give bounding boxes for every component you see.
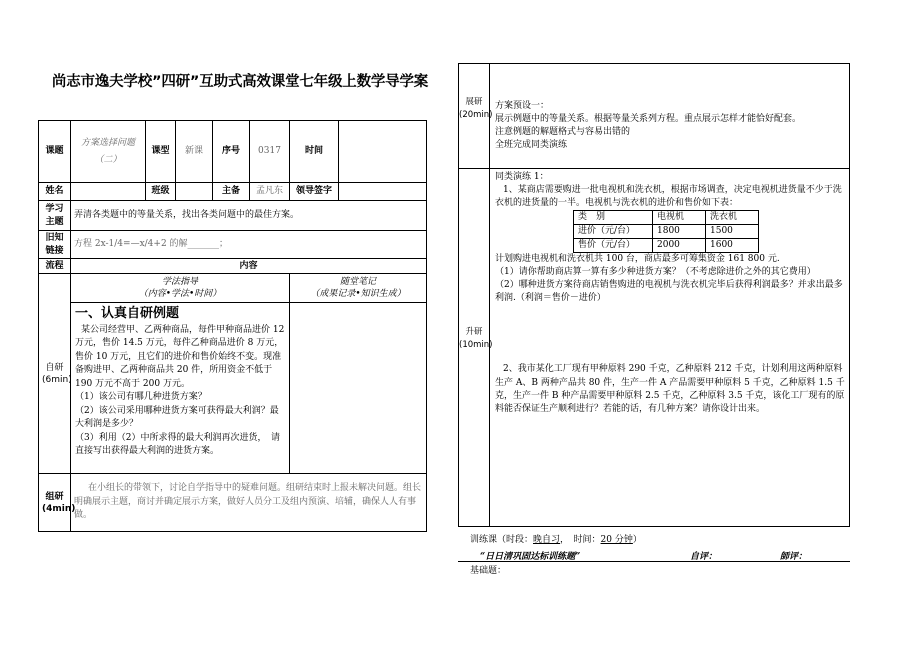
upgrade-name: 升研 <box>465 327 483 337</box>
exercise-1-q2: （2）哪种进货方案待商店销售购进的电视机与洗衣机完毕后获得利润最多？并求出最多利润.（利润＝售价－进价） <box>495 280 843 304</box>
self-eval-label: 自评： <box>690 552 718 562</box>
price-header-category: 类 别 <box>574 211 653 225</box>
notes-sub: （成果记录•知识生成） <box>310 289 406 300</box>
process-row <box>39 259 427 274</box>
price-cell: 2000 <box>653 239 706 253</box>
train-time: 20 分钟 <box>600 535 633 545</box>
self-study-time: (6min) <box>42 374 72 385</box>
group-study-text: 在小组长的带领下，讨论自学指导中的疑难问题。组研结束时上报未解决问题。组长明确展示主题，商讨并确定展示方案，做好人员分工及组内预演、培辅，确保人人有事做。 <box>71 474 427 532</box>
self-study-content <box>71 303 289 460</box>
class-value <box>176 183 213 201</box>
seq-value: 0317 <box>250 121 290 183</box>
type-label: 课型 <box>146 121 176 183</box>
question-1: （1）该公司有哪几种进货方案？ <box>75 392 207 403</box>
notes-title: 随堂笔记 <box>339 277 376 288</box>
show-line-2: 展示例题中的等量关系。根据等量关系列方程。重点展示怎样才能恰好配套。 <box>495 114 802 125</box>
price-header-washer: 洗衣机 <box>706 211 759 225</box>
price-table-row <box>574 239 759 253</box>
self-study-paragraph: 某公司经营甲、乙两种商品，每件甲种商品进价 12 万元，售价 14.5 万元，每件乙种商品进价 8 万元，售价 10 万元，且它们的进价和售价始终不变。现准备购进甲、乙两种商品共 20 件，所用资金不低于 190 万元不高于 200 万元。 <box>75 324 285 389</box>
self-study-heading: 一、认真自研例题 <box>75 306 180 322</box>
exercise-2: 2、我市某化工厂现有甲种原料 290 千克，乙种原料 212 千克，计划利用这两种原料生产 A、B 两种产品共 80 件，生产一件 A 产品需要甲种原料 5 千克，乙种原料 1.5 千克，生产一件 B 种产品需要甲种原料 2.5 千克，乙种原料 3.5 千克，该化工厂现有的原料能否保证生产顺利进行？若能的话，有几种方案？请你设计出来。 <box>495 364 845 414</box>
content-label: 内容 <box>71 259 427 274</box>
show-label <box>459 96 493 122</box>
price-cell: 进价（元/台） <box>574 225 653 239</box>
topic-value-line2: （二） <box>94 154 122 165</box>
show-divider <box>459 168 849 169</box>
document-title: 尚志市逸夫学校”四研”互助式高效课堂七年级上数学导学案 <box>51 74 429 90</box>
process-label: 流程 <box>39 259 71 274</box>
time-label: 时间 <box>290 121 339 183</box>
show-line-4: 全班完成同类演练 <box>495 140 568 151</box>
show-time: (20min) <box>459 109 493 120</box>
show-name: 展研 <box>465 97 483 107</box>
right-panel <box>458 63 850 527</box>
group-study-label <box>39 474 76 532</box>
self-study-label <box>39 274 71 474</box>
topic-label: 课题 <box>39 121 71 183</box>
self-study-name: 自研 <box>45 362 64 373</box>
guide-cell <box>71 274 290 474</box>
host-label: 主备 <box>213 183 250 201</box>
self-study-row <box>39 274 427 474</box>
host-value: 孟凡东 <box>250 183 290 201</box>
price-cell: 1600 <box>706 239 759 253</box>
group-study-name: 组研 <box>45 491 64 502</box>
guide-sub: （内容•学法•时间） <box>138 289 222 300</box>
upgrade-text <box>495 171 847 416</box>
price-table-header <box>574 211 759 225</box>
name-label: 姓名 <box>39 183 71 201</box>
type-value: 新课 <box>176 121 213 183</box>
daily-title: “日日清巩固达标训练题” <box>480 552 581 562</box>
goals-label: 学习主题 <box>39 201 71 231</box>
notes-cell <box>290 274 427 474</box>
daily-line <box>458 549 850 562</box>
header-row-name <box>39 183 427 201</box>
sign-label: 领导签字 <box>290 183 339 201</box>
exercise-1-q1: （1）请你帮助商店算一算有多少种进货方案？（不考虑除进价之外的其它费用） <box>495 267 816 278</box>
group-study-time: (4min) <box>42 503 76 514</box>
lesson-plan-table <box>38 120 427 532</box>
header-row-topic <box>39 121 427 183</box>
guide-header <box>71 274 289 303</box>
question-3: （3）利用（2）中所求得的最大利润再次进货， 请直接写出获得最大利润的进货方案。 <box>75 432 280 457</box>
question-2: （2）该公司采用哪种进货方案可获得最大利润？最大利润是多少？ <box>75 405 279 430</box>
exercise-1-intro: 1、某商店需要购进一批电视机和洗衣机，根据市场调查，决定电视机进货量不少于洗衣机的进货量的一半。电视机与洗衣机的进价和售价如下表： <box>495 185 842 209</box>
basic-label: 基础题： <box>470 566 507 576</box>
group-study-row <box>39 474 427 532</box>
training-line <box>470 532 642 545</box>
train-suffix: ） <box>632 535 642 545</box>
old-link-row <box>39 231 427 259</box>
price-table <box>573 210 759 253</box>
time-value <box>339 121 427 183</box>
show-text <box>495 100 847 152</box>
train-mid: ， 时间： <box>560 535 601 545</box>
show-line-1: 方案预设一： <box>495 101 550 111</box>
goals-row <box>39 201 427 231</box>
price-cell: 1500 <box>706 225 759 239</box>
sign-value <box>339 183 427 201</box>
exercise-1-plan: 计划购进电视机和洗衣机共 100 台，商店最多可筹集资金 161 800 元. <box>495 254 780 265</box>
upgrade-time: (10min) <box>459 339 493 350</box>
spacer <box>495 305 847 363</box>
price-cell: 售价（元/台） <box>574 239 653 253</box>
notes-header <box>290 274 426 303</box>
price-table-row <box>574 225 759 239</box>
seq-label: 序号 <box>213 121 250 183</box>
old-link-label: 旧知链接 <box>39 231 71 259</box>
upgrade-label <box>459 326 493 352</box>
price-header-tv: 电视机 <box>653 211 706 225</box>
goals-text: 弄清各类题中的等量关系，找出各类问题中的最佳方案。 <box>71 201 427 231</box>
show-line-3: 注意例题的解题格式与容易出错的 <box>495 127 631 138</box>
name-value <box>71 183 146 201</box>
train-prefix: 训练课（时段： <box>470 535 534 545</box>
price-cell: 1800 <box>653 225 706 239</box>
old-link-text: 方程 2x-1/4=—x/4+2 的解_______； <box>71 231 427 259</box>
guide-title: 学法指导 <box>161 277 198 288</box>
train-period: 晚自习 <box>533 535 561 545</box>
exercise-title: 同类演练 1： <box>495 172 549 182</box>
topic-value <box>71 121 146 183</box>
teacher-eval-label: 師评： <box>780 552 808 562</box>
class-label: 班级 <box>146 183 176 201</box>
topic-value-line1: 方案选择问题 <box>80 138 135 149</box>
